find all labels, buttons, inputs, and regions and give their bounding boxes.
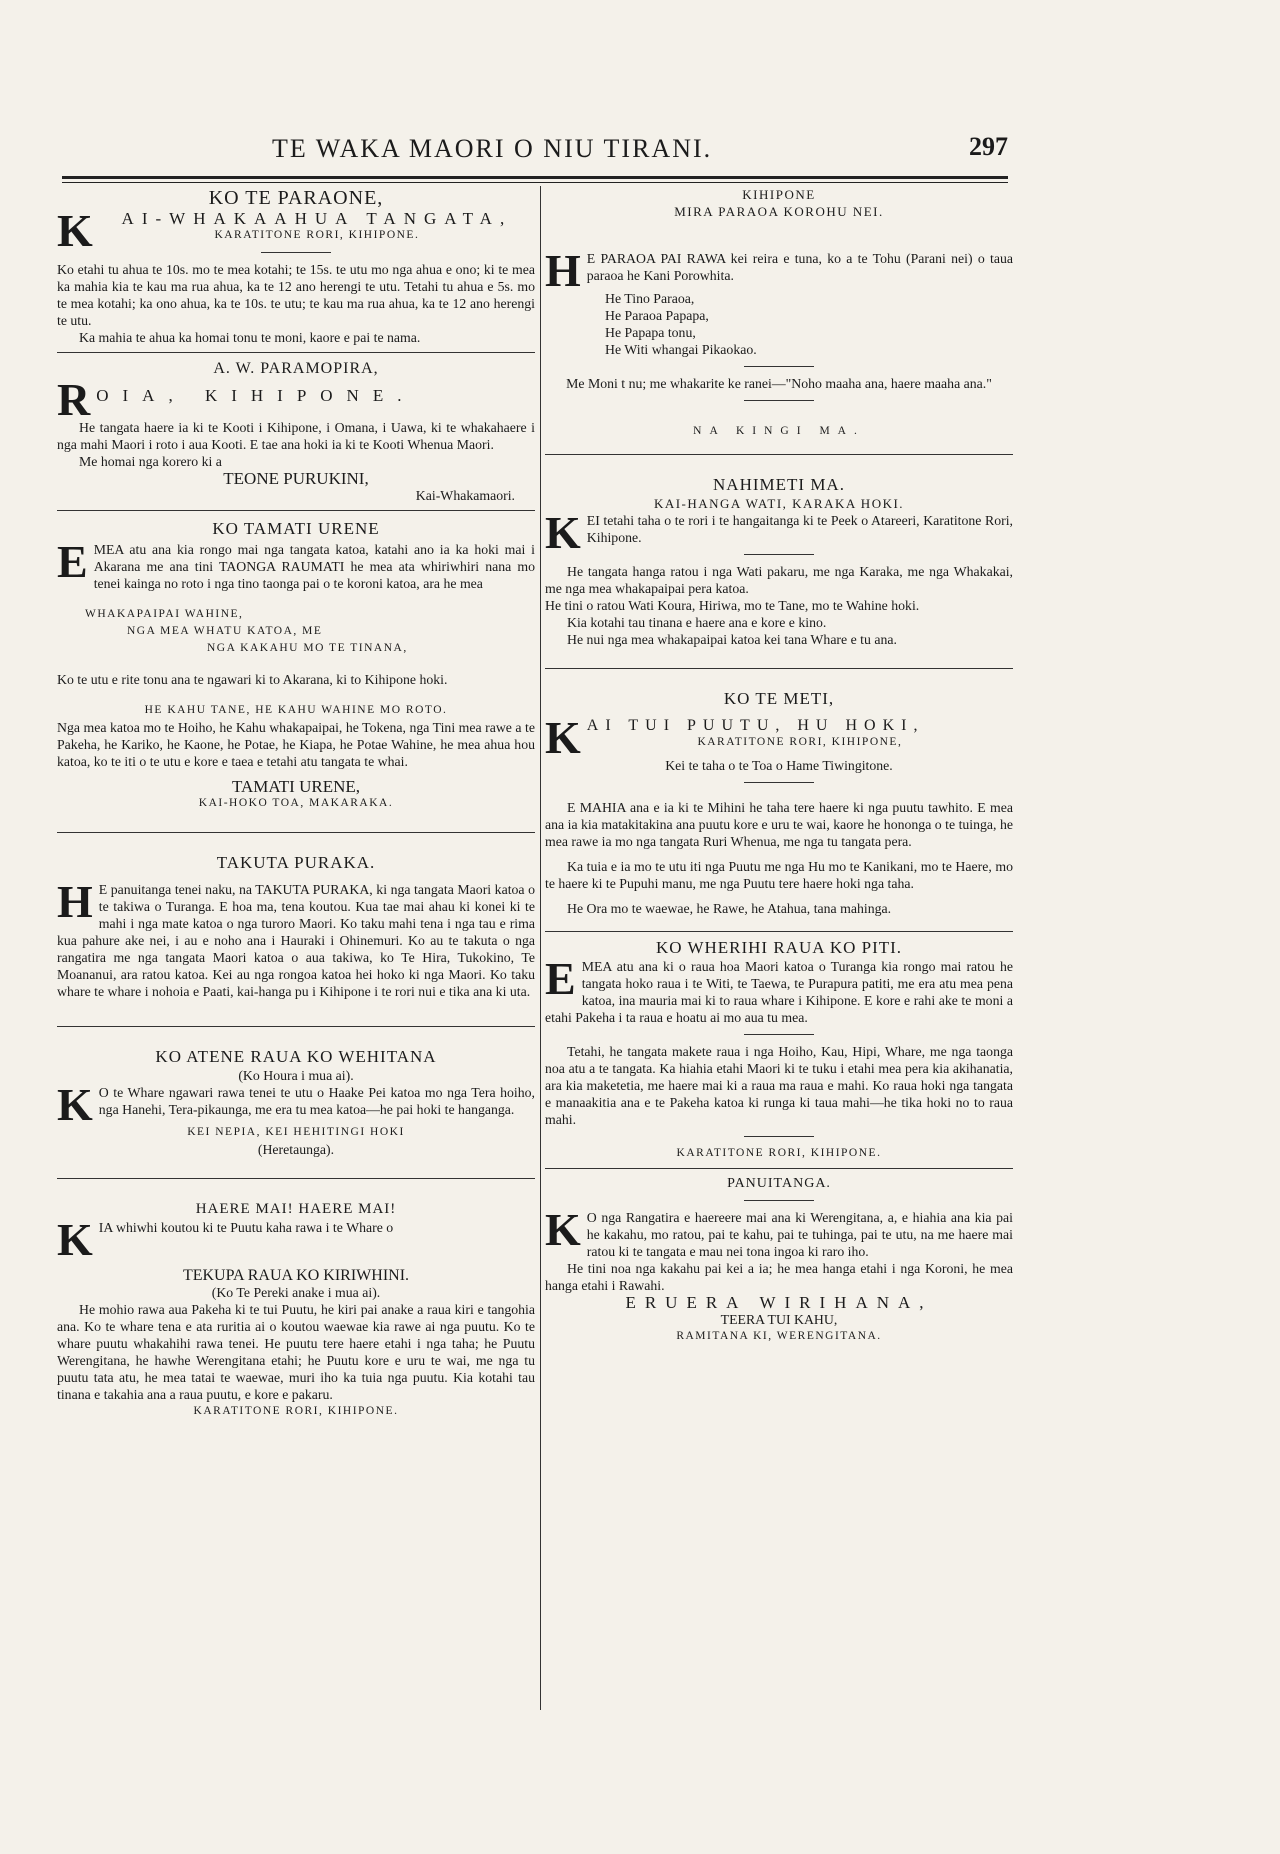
- ad-intro: EI tetahi taha o te rori i te hangaitanga ki te Peek o Atareeri, Karatitone Rori, Kihipone.: [586, 513, 1013, 545]
- ad-place: (Heretaunga).: [257, 1142, 335, 1157]
- ad-role: KAI-HOKO TOA, MAKARAKA.: [198, 797, 394, 809]
- section-rule: [57, 832, 535, 833]
- ad-paramopira: [57, 359, 535, 504]
- drop-cap: K: [545, 712, 581, 763]
- ad-signature: TAMATI URENE,: [231, 777, 360, 796]
- divider: [744, 366, 814, 367]
- goods-line: WHAKAPAIPAI WAHINE,: [85, 608, 244, 620]
- ad-formerly: (Ko Te Pereki anake i mua ai).: [211, 1285, 381, 1300]
- ad-title: A. W. PARAMOPIRA,: [213, 360, 379, 377]
- drop-cap: K: [545, 507, 581, 558]
- drop-cap: E: [57, 536, 88, 587]
- ad-subtitle: KAI-HANGA WATI, KARAKA HOKI.: [653, 496, 905, 511]
- ad-location: Kei te taha o te Toa o Hame Tiwingitone.: [665, 758, 893, 773]
- divider: [744, 1200, 814, 1201]
- section-rule: [545, 454, 1013, 455]
- shop-name: TEKUPA RAUA KO KIRIWHINI.: [182, 1267, 410, 1284]
- ad-paragraph: E MAHIA ana e ia ki te Mihini he taha tere haere ki nga puutu tawhito. E mea ana ia kia matakitakina ana puutu kore e uru te wai, kaore he hononga o te tuinga, he mea rawe ia mo nga tangata Ruri Whenua, me nga tu tangata pera.: [545, 800, 1013, 849]
- list-item: He Papapa tonu,: [605, 325, 696, 340]
- ad-body: O te Whare ngawari rawa tenei te utu o Haake Pei katoa mo nga Tera hoiho, nga Hanehi, Tera-pikaunga, me era tu mea katoa—he pai hoki te hanganga.: [98, 1085, 535, 1117]
- ad-paragraph: He tini o ratou Wati Koura, Hiriwa, mo te Tane, mo te Wahine hoki.: [545, 598, 920, 613]
- ad-kiriwhini: [57, 1199, 535, 1420]
- section-rule: [545, 668, 1013, 669]
- divider: [744, 1034, 814, 1035]
- ad-subhead: HE KAHU TANE, HE KAHU WAHINE MO ROTO.: [144, 704, 448, 716]
- ad-goods: Nga mea katoa mo te Hoiho, he Kahu whakapaipai, he Tokena, nga Tini mea rawe a te Pakeha, he Kariko, he Kaone, he Potae, he Kiapa, he Potae Wahine, he mea ahua hou katoa, ko te iti o te utu e kore e taea e tetahi atu tangata te whai.: [57, 720, 535, 769]
- goods-line: NGA MEA WHATU KATOA, ME: [127, 625, 323, 637]
- ad-paragraph: He Ora mo te waewae, he Rawe, he Atahua, tana mahinga.: [567, 901, 892, 916]
- ad-paragraph: Kia kotahi tau tinana e haere ana e kore e kino.: [567, 615, 827, 630]
- ad-paragraph: He tini noa nga kakahu pai kei a ia; he mea hanga etahi i nga Koroni, he mea hanga etahi i Rawahi.: [545, 1261, 1013, 1293]
- ad-title: PANUITANGA.: [727, 1176, 831, 1191]
- header-rule: [62, 176, 1008, 179]
- divider: [261, 252, 331, 253]
- divider: [744, 554, 814, 555]
- ad-title: KIHIPONE: [742, 187, 816, 202]
- ad-address: KARATITONE RORI, KIHIPONE.: [193, 1405, 399, 1417]
- ad-paragraph: He nui nga mea whakapaipai katoa kei tana Whare e tu ana.: [567, 632, 897, 647]
- ad-title: KO TE PARAONE,: [208, 187, 384, 209]
- ad-title: KO TE METI,: [723, 689, 835, 708]
- agent-name: TEONE PURUKINI,: [223, 469, 369, 488]
- ad-paragraph: He tangata hanga ratou i nga Wati pakaru, me nga Karaka, me nga Whakakai, me nga mea whakapaipai pera katoa.: [545, 564, 1013, 596]
- ad-address: KEI NEPIA, KEI HEHITINGI HOKI: [187, 1126, 405, 1138]
- drop-cap: K: [57, 205, 93, 256]
- section-rule: [57, 352, 535, 353]
- ad-puraka: [57, 853, 535, 1000]
- ad-subtitle: MIRA PARAOA KOROHU NEI.: [674, 204, 884, 219]
- header-rule-thin: [62, 182, 1008, 183]
- left-column: [57, 186, 535, 1420]
- right-column: [545, 186, 1013, 1345]
- ad-body: He tangata haere ia ki te Kooti i Kihipone, i Omana, i Uawa, ki te whakahaere i nga mahi Maori i roto i aua Kooti. E tae ana hoki ia ki te Kooti Whenua Maori.: [57, 420, 535, 452]
- ad-address: RAMITANA KI, WERENGITANA.: [676, 1330, 882, 1342]
- drop-cap: E: [545, 953, 576, 1004]
- ad-title: NAHIMETI MA.: [713, 475, 845, 494]
- ad-paragraph: Ka tuia e ia mo te utu iti nga Puutu me nga Hu mo te Kanikani, mo te Haere, mo te haere ki te Pupuhi manu, me nga Puutu tere haere hoki nga taha.: [545, 859, 1013, 891]
- ad-signature: ERUERA WIRIHANA,: [625, 1293, 933, 1312]
- ad-address: KARATITONE RORI, KIHIPONE,: [697, 736, 903, 748]
- ad-meti: [545, 689, 1013, 917]
- ad-contact: Me homai nga korero ki a: [79, 454, 222, 469]
- ad-body: He mohio rawa aua Pakeha ki te tui Puutu, he kiri pai anake a raua kiri e tangohia ana. Ko te whare tena e ata ruritia ai o koutou waewae kia rawe ai nga puutu. Ko te whare puutu whakahihi rawa tenei. He puutu tere haere etahi i nga taha; he Puutu Werengitana, he hawhe Werengitana etahi; he Puutu kore e uru te wai, me nga tu puutu tata atu, he mea tatai te waewae, muri iho ka tuia nga puutu. Kia kotahi tau tinana e takahia ana a raua puutu, e kore e pakaru.: [57, 1302, 535, 1402]
- ad-title: KO WHERIHI RAUA KO PITI.: [655, 938, 903, 957]
- ad-wehitana: [57, 1047, 535, 1158]
- drop-cap: K: [57, 1214, 93, 1265]
- page-number: 297: [969, 132, 1008, 161]
- ad-price: Ko te utu e rite tonu ana te ngawari ki to Akarana, ki to Kihipone hoki.: [57, 672, 448, 687]
- ad-kihipone: [545, 186, 1013, 440]
- ad-piti: [545, 938, 1013, 1162]
- ad-subtitle: AI-WHAKAAHUA TANGATA,: [121, 209, 513, 228]
- section-rule: [57, 510, 535, 511]
- section-rule: [545, 1168, 1013, 1169]
- ad-intro: E PARAOA PAI RAWA kei reira e tuna, ko a te Tohu (Parani nei) o taua paraoa he Kani Porowhita.: [586, 251, 1013, 283]
- divider: [744, 400, 814, 401]
- ad-title: TAKUTA PURAKA.: [216, 853, 376, 872]
- drop-cap: K: [545, 1204, 581, 1255]
- drop-cap: K: [57, 1079, 93, 1130]
- drop-cap: H: [57, 876, 93, 927]
- ad-note: Me Moni t nu; me whakarite ke ranei—"Noho maaha ana, haere maaha ana.": [566, 376, 992, 391]
- product-list: [545, 290, 1013, 358]
- section-rule: [545, 931, 1013, 932]
- ad-urene: [57, 517, 535, 812]
- section-rule: [57, 1178, 535, 1179]
- divider: [744, 1136, 814, 1137]
- ad-formerly: (Ko Houra i mua ai).: [238, 1068, 354, 1083]
- ad-body: MEA atu ana kia rongo mai nga tangata katoa, katahi ano ia ka hoki mai i Akarana me ana tini TAONGA RAUMATI he mea ata whiriwhiri nana mo tenei kainga no roto i nga tino taonga pai o te koroni katoa, ara he mea: [93, 542, 535, 591]
- ad-subtitle: OIA, KIHIPONE.: [96, 386, 416, 405]
- drop-cap: R: [57, 374, 91, 425]
- goods-line: NGA KAKAHU MO TE TINANA,: [207, 642, 408, 654]
- ad-address: KARATITONE RORI, KIHIPONE.: [214, 229, 420, 241]
- ad-paragraph: O nga Rangatira e haereere mai ana ki Werengitana, a, e hiahia ana kia pai he kakahu, mo ratou, pai te kahu, pai te tuhinga, pai te utu, na me haere mai ratou ki te tangata e mau nei tona ingoa ki raro iho.: [586, 1210, 1013, 1259]
- ad-panuitanga: [545, 1175, 1013, 1345]
- ad-role: TEERA TUI KAHU,: [720, 1312, 838, 1327]
- ad-footer: NA KINGI MA.: [693, 425, 865, 437]
- running-head: [62, 132, 1008, 172]
- ad-paragraph: Tetahi, he tangata makete raua i nga Hoiho, Kau, Hipi, Whare, me nga taonga noa atu a te tangata. Ka hiahia etahi Maori ki te tuku i etahi mea pera kia akihanatia, ara kia maketetia, me haere mai ki a raua ma raua e mahi. Ko raua hoki nga tangata e manaakitia ana e te Pakeha katoa ki runga ki taua mahi—he tika hoki no to raua mahi.: [545, 1044, 1013, 1127]
- list-item: He Witi whangai Pikaokao.: [605, 342, 757, 357]
- agent-role: Kai-Whakamaori.: [415, 488, 515, 503]
- ad-title: KO TAMATI URENE: [212, 519, 380, 538]
- ad-paragraph: MEA atu ana ki o raua hoa Maori katoa o Turanga kia rongo mai ratou he tangata hoko raua i te Witi, te Taewa, te Purapura patiti, me era atu mea pena katoa, ina mauria mai ki to raua whare i Kihipone. E kore e rahi ake te moni a etahi Pakeha i ta raua e hoatu ai mo aua tu mea.: [545, 959, 1013, 1025]
- ad-title: HAERE MAI! HAERE MAI!: [195, 1201, 397, 1217]
- ad-intro: IA whiwhi koutou ki te Puutu kaha rawa i te Whare o: [98, 1220, 394, 1235]
- section-rule: [57, 1026, 535, 1027]
- ad-body: Ko etahi tu ahua te 10s. mo te mea kotahi; te 15s. te utu mo nga ahua e ono; ki te mea ka mahia kia te kau ma rua ahua, ka te 12 ano herengi te utu. Tetahi tu ahua e 5s. mo te mea kotahi; ka ono ahua, ka te 10s. te utu; te kau ma rua ahua, ka te 12 ano herengi te utu.: [57, 262, 535, 328]
- ad-paraone: [57, 186, 535, 346]
- ad-nahimeti: [545, 475, 1013, 648]
- list-item: He Tino Paraoa,: [605, 291, 695, 306]
- ad-subtitle: AI TUI PUUTU, HU HOKI,: [586, 717, 925, 734]
- ad-title: KO ATENE RAUA KO WEHITANA: [155, 1047, 437, 1066]
- ad-note: Ka mahia te ahua ka homai tonu te moni, kaore e pai te nama.: [79, 330, 421, 345]
- list-item: He Paraoa Papapa,: [605, 308, 709, 323]
- paper-title: TE WAKA MAORI O NIU TIRANI.: [272, 134, 713, 163]
- column-divider: [540, 186, 541, 1710]
- ad-body: E panuitanga tenei naku, na TAKUTA PURAKA, ki nga tangata Maori katoa o te takiwa o Turanga. E hoa ma, tena koutou. Kua tae mai ahau ki konei ki te mahi i nga mate katoa o nga turoro Maori. Ko taku mahi tena i nga tau e rima kua pahure ake nei, i au e noho ana i Hauraki i Ohinemuri. Ko au te takuta o nga rangatira me nga tangata Maori katoa o aua takiwa, ko Te Hira, Tukokino, Te Moananui, ara ratou katoa. Kei au nga rongoa katoa hei hoko ki nga Maori. Ko taku whare te whare i nohoia e Paati, kai-hanga pu i Kihipone i te rori nui e tika ana ki uta.: [57, 882, 535, 999]
- ad-address: KARATITONE RORI, KIHIPONE.: [676, 1147, 882, 1159]
- drop-cap: H: [545, 245, 581, 296]
- divider: [744, 782, 814, 783]
